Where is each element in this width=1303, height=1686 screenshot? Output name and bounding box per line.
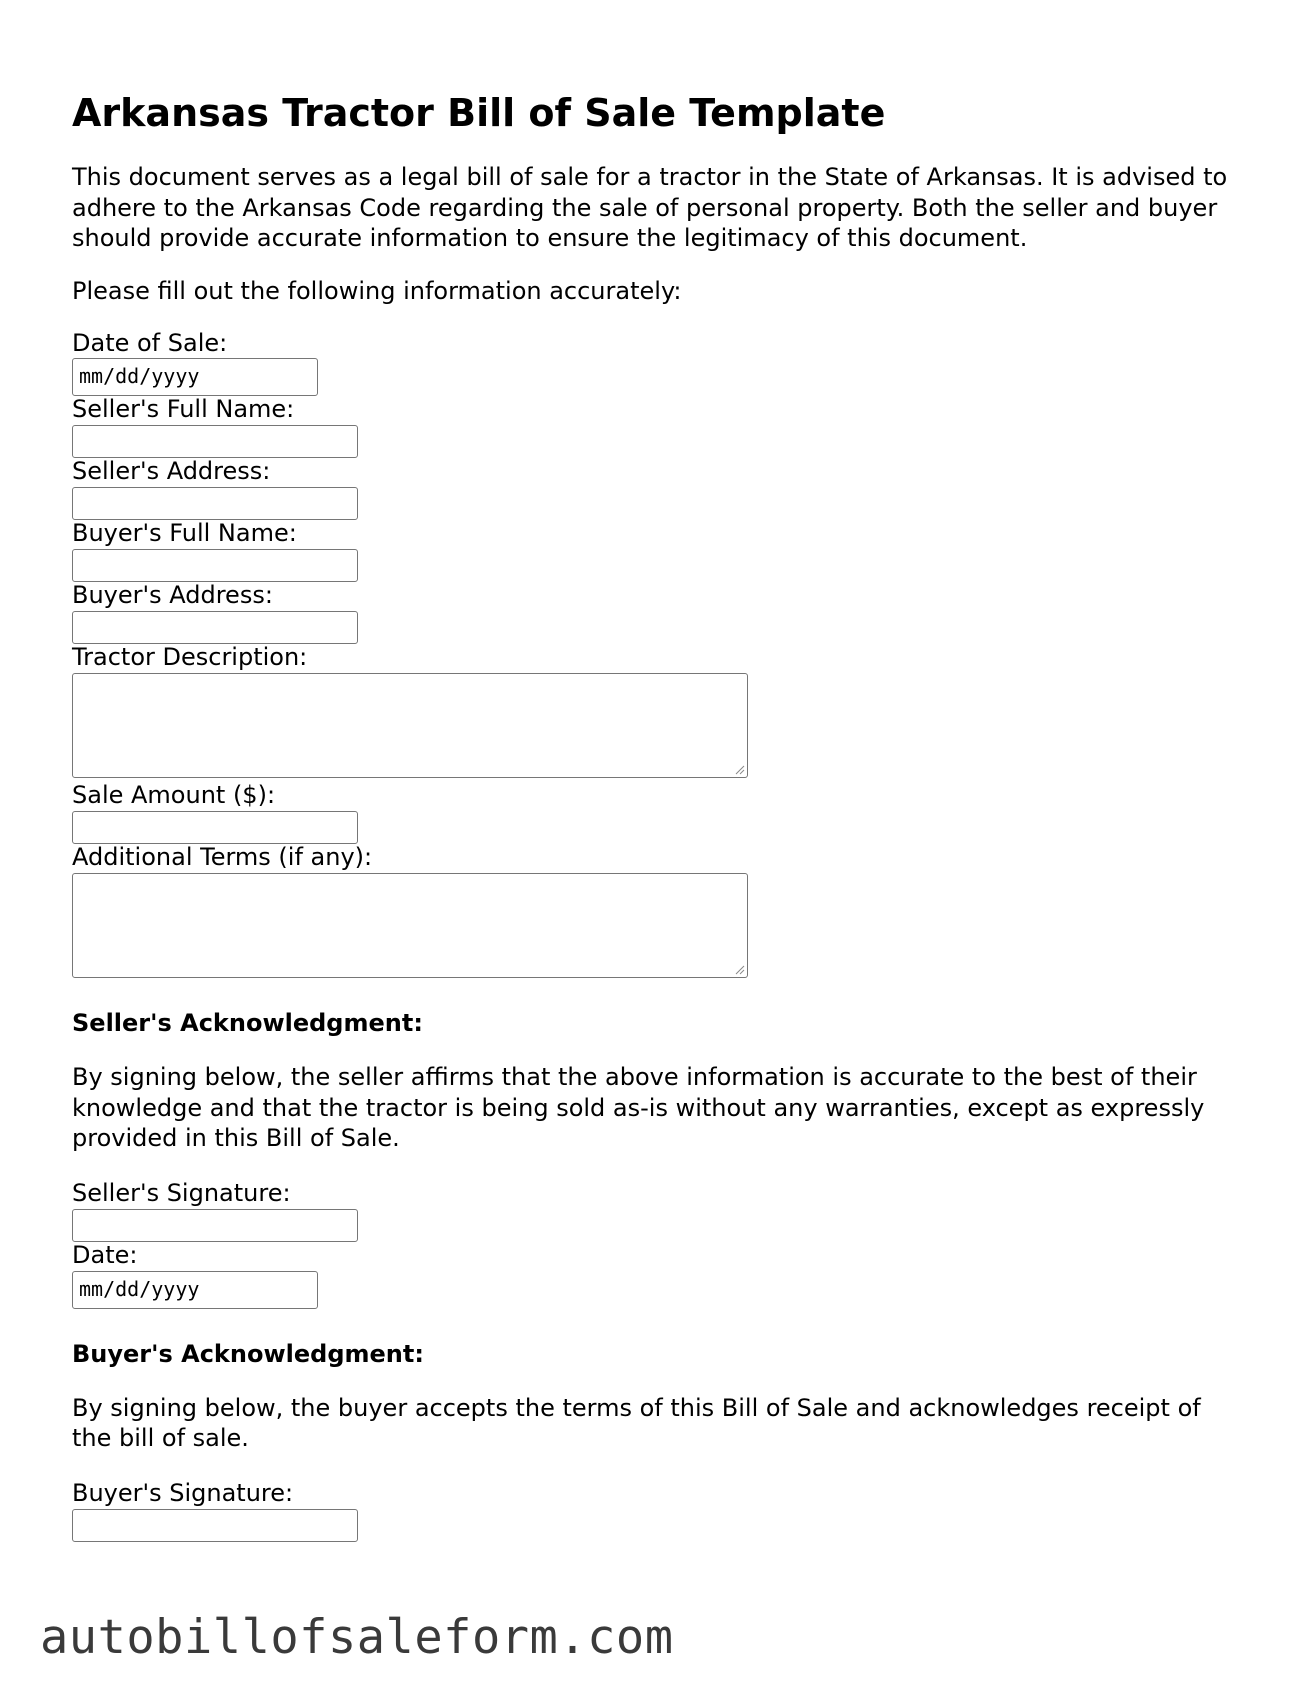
buyer-address-label: Buyer's Address: (72, 581, 273, 609)
date-of-sale-placeholder: mm/dd/yyyy (79, 364, 200, 388)
seller-date-input[interactable] (72, 1271, 318, 1309)
bill-of-sale-document (72, 88, 1242, 1542)
date-of-sale-label: Date of Sale: (72, 329, 228, 357)
seller-address-label: Seller's Address: (72, 457, 271, 485)
seller-ack-heading: Seller's Acknowledgment: (72, 1009, 423, 1037)
buyer-name-label: Buyer's Full Name: (72, 519, 297, 547)
seller-date-placeholder: mm/dd/yyyy (79, 1276, 200, 1301)
seller-name-input[interactable] (72, 425, 358, 458)
seller-acknowledgment-section (72, 1008, 1242, 1309)
seller-signature-label: Seller's Signature: (72, 1178, 291, 1207)
additional-terms-textarea[interactable] (72, 873, 748, 978)
buyer-acknowledgment-section (72, 1339, 1242, 1542)
buyer-ack-heading: Buyer's Acknowledgment: (72, 1339, 424, 1368)
instruction-text: Please fill out the following information accurately: (72, 276, 682, 305)
watermark: autobillofsaleform.com (40, 1610, 674, 1665)
buyer-signature-label: Buyer's Signature: (72, 1478, 294, 1507)
seller-address-input[interactable] (72, 487, 358, 520)
resize-grip-icon[interactable] (733, 963, 745, 975)
buyer-signature-input[interactable] (72, 1509, 358, 1542)
sale-amount-input[interactable] (72, 811, 358, 844)
seller-ack-text: By signing below, the seller affirms that the above information is accurate to the best of their knowledge and that the tractor is being sold as-is without any warranties, except as expressly provided in this Bill of Sale. (72, 1063, 1205, 1152)
tractor-description-textarea[interactable] (72, 673, 748, 778)
tractor-description-label: Tractor Description: (72, 643, 308, 671)
resize-grip-icon[interactable] (733, 763, 745, 775)
sale-form (72, 328, 1242, 978)
sale-amount-label: Sale Amount ($): (72, 781, 276, 809)
date-of-sale-input[interactable] (72, 358, 318, 396)
seller-name-label: Seller's Full Name: (72, 395, 295, 423)
buyer-ack-text: By signing below, the buyer accepts the terms of this Bill of Sale and acknowledges receipt of the bill of sale. (72, 1393, 1201, 1452)
buyer-address-input[interactable] (72, 611, 358, 644)
intro-paragraph: This document serves as a legal bill of sale for a tractor in the State of Arkansas. It is advised to adhere to the Arkansas Code regarding the sale of personal property. Both the seller and buyer should provide accurate information to ensure the legitimacy of this document. (72, 163, 1228, 252)
additional-terms-label: Additional Terms (if any): (72, 843, 373, 871)
buyer-name-input[interactable] (72, 549, 358, 582)
seller-date-label: Date: (72, 1240, 138, 1269)
page-title: Arkansas Tractor Bill of Sale Template (72, 91, 886, 135)
seller-signature-input[interactable] (72, 1209, 358, 1242)
